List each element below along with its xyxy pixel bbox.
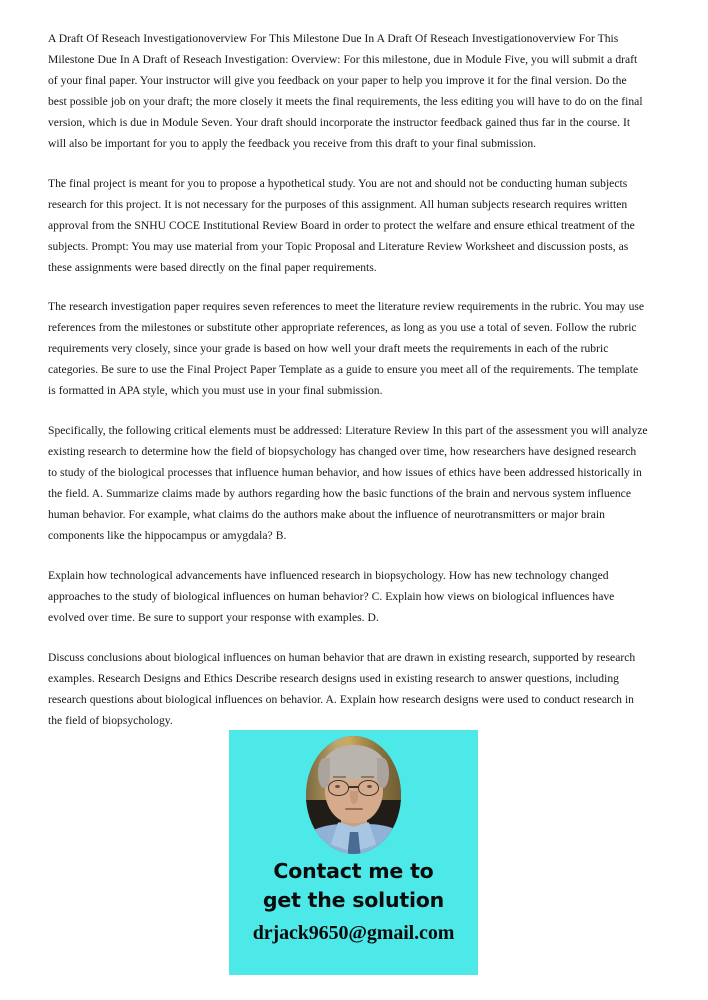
photo-eyebrow-right xyxy=(361,776,374,778)
paragraph: Explain how technological advancements have influenced research in biopsychology. How has new technology changed approaches to the study of biological influences on human behavior? C. Explain how views on biological influences have evolved over time. Be sure to support your response with examples. D. xyxy=(48,568,615,624)
paragraph: Specifically, the following critical elements must be addressed: Literature Review In this part of the assessment you will analyze existing research to determine how the field of biopsychology has changed over time, how researchers have designed research to study of the biological processes that influence human behavior, and how issues of ethics have been addressed historically in the field. A. Summarize claims made by authors regarding how the basic functions of the brain and nervous system influence human behavior. For example, what claims do the authors make about the influence of neurotransmitters or major brain components like the hippocampus or amygdala? B. xyxy=(48,424,648,543)
promo-headline-line1: Contact me to xyxy=(273,859,434,883)
contact-promo-overlay xyxy=(229,730,478,975)
promo-headline-line2: get the solution xyxy=(262,888,445,912)
photo-eyebrow-left xyxy=(333,776,346,778)
portrait-photo xyxy=(306,736,401,854)
photo-hair-right xyxy=(377,758,389,788)
promo-contact-email[interactable]: drjack9650@gmail.com xyxy=(252,922,455,944)
paragraph: The research investigation paper requires seven references to meet the literature review requirements in the rubric. You may use references from the milestones or substitute other appropriate references, as long as you use a total of seven. Follow the rubric requirements very closely, since your grade is based on how well your draft meets the requirements in each of the rubric categories. Be sure to use the Final Project Paper Template as a guide to ensure you meet all of the requirements. The template is formatted in APA style, which you must use in your final submission. xyxy=(48,300,645,398)
eyeglasses-bridge-icon xyxy=(349,786,359,788)
paragraph: The final project is meant for you to propose a hypothetical study. You are not and should not be conducting human subjects research for this project. It is not necessary for the purposes of this assignment. All human subjects research requires written approval from the SNHU COCE Institutional Review Board in order to protect the welfare and ensure ethical treatment of the subjects. Prompt: You may use material from your Topic Proposal and Literature Review Worksheet and discussion posts, as these assignments were based directly on the final paper requirements. xyxy=(48,176,635,274)
paragraph: A Draft Of Reseach Investigationoverview For This Milestone Due In A Draft Of Reseach Investigationoverview For This Milestone Due In A Draft of Reseach Investigation: Overview: For this milestone, due in Module Five, you will submit a draft of your final paper. Your instructor will give you feedback on your paper to help you improve it for the final version. Do the best possible job on your draft; the more closely it meets the final requirements, the less editing you will have to do on the final version, which is due in Module Seven. Your draft should incorporate the instructor feedback gained thus far in the course. It will also be important for you to apply the feedback you receive from this draft to your final submission. xyxy=(48,32,643,150)
eyeglasses-lens-left-icon xyxy=(328,780,349,796)
eyeglasses-lens-right-icon xyxy=(358,780,379,796)
document-text-body xyxy=(48,29,648,732)
paragraph: Discuss conclusions about biological influences on human behavior that are drawn in existing research, supported by research examples. Research Designs and Ethics Describe research designs used in existing research to answer questions, including research questions about biological influences on behavior. A. Explain how research designs were used to conduct research in the field of biopsychology. xyxy=(48,650,636,727)
photo-nose xyxy=(350,791,358,804)
